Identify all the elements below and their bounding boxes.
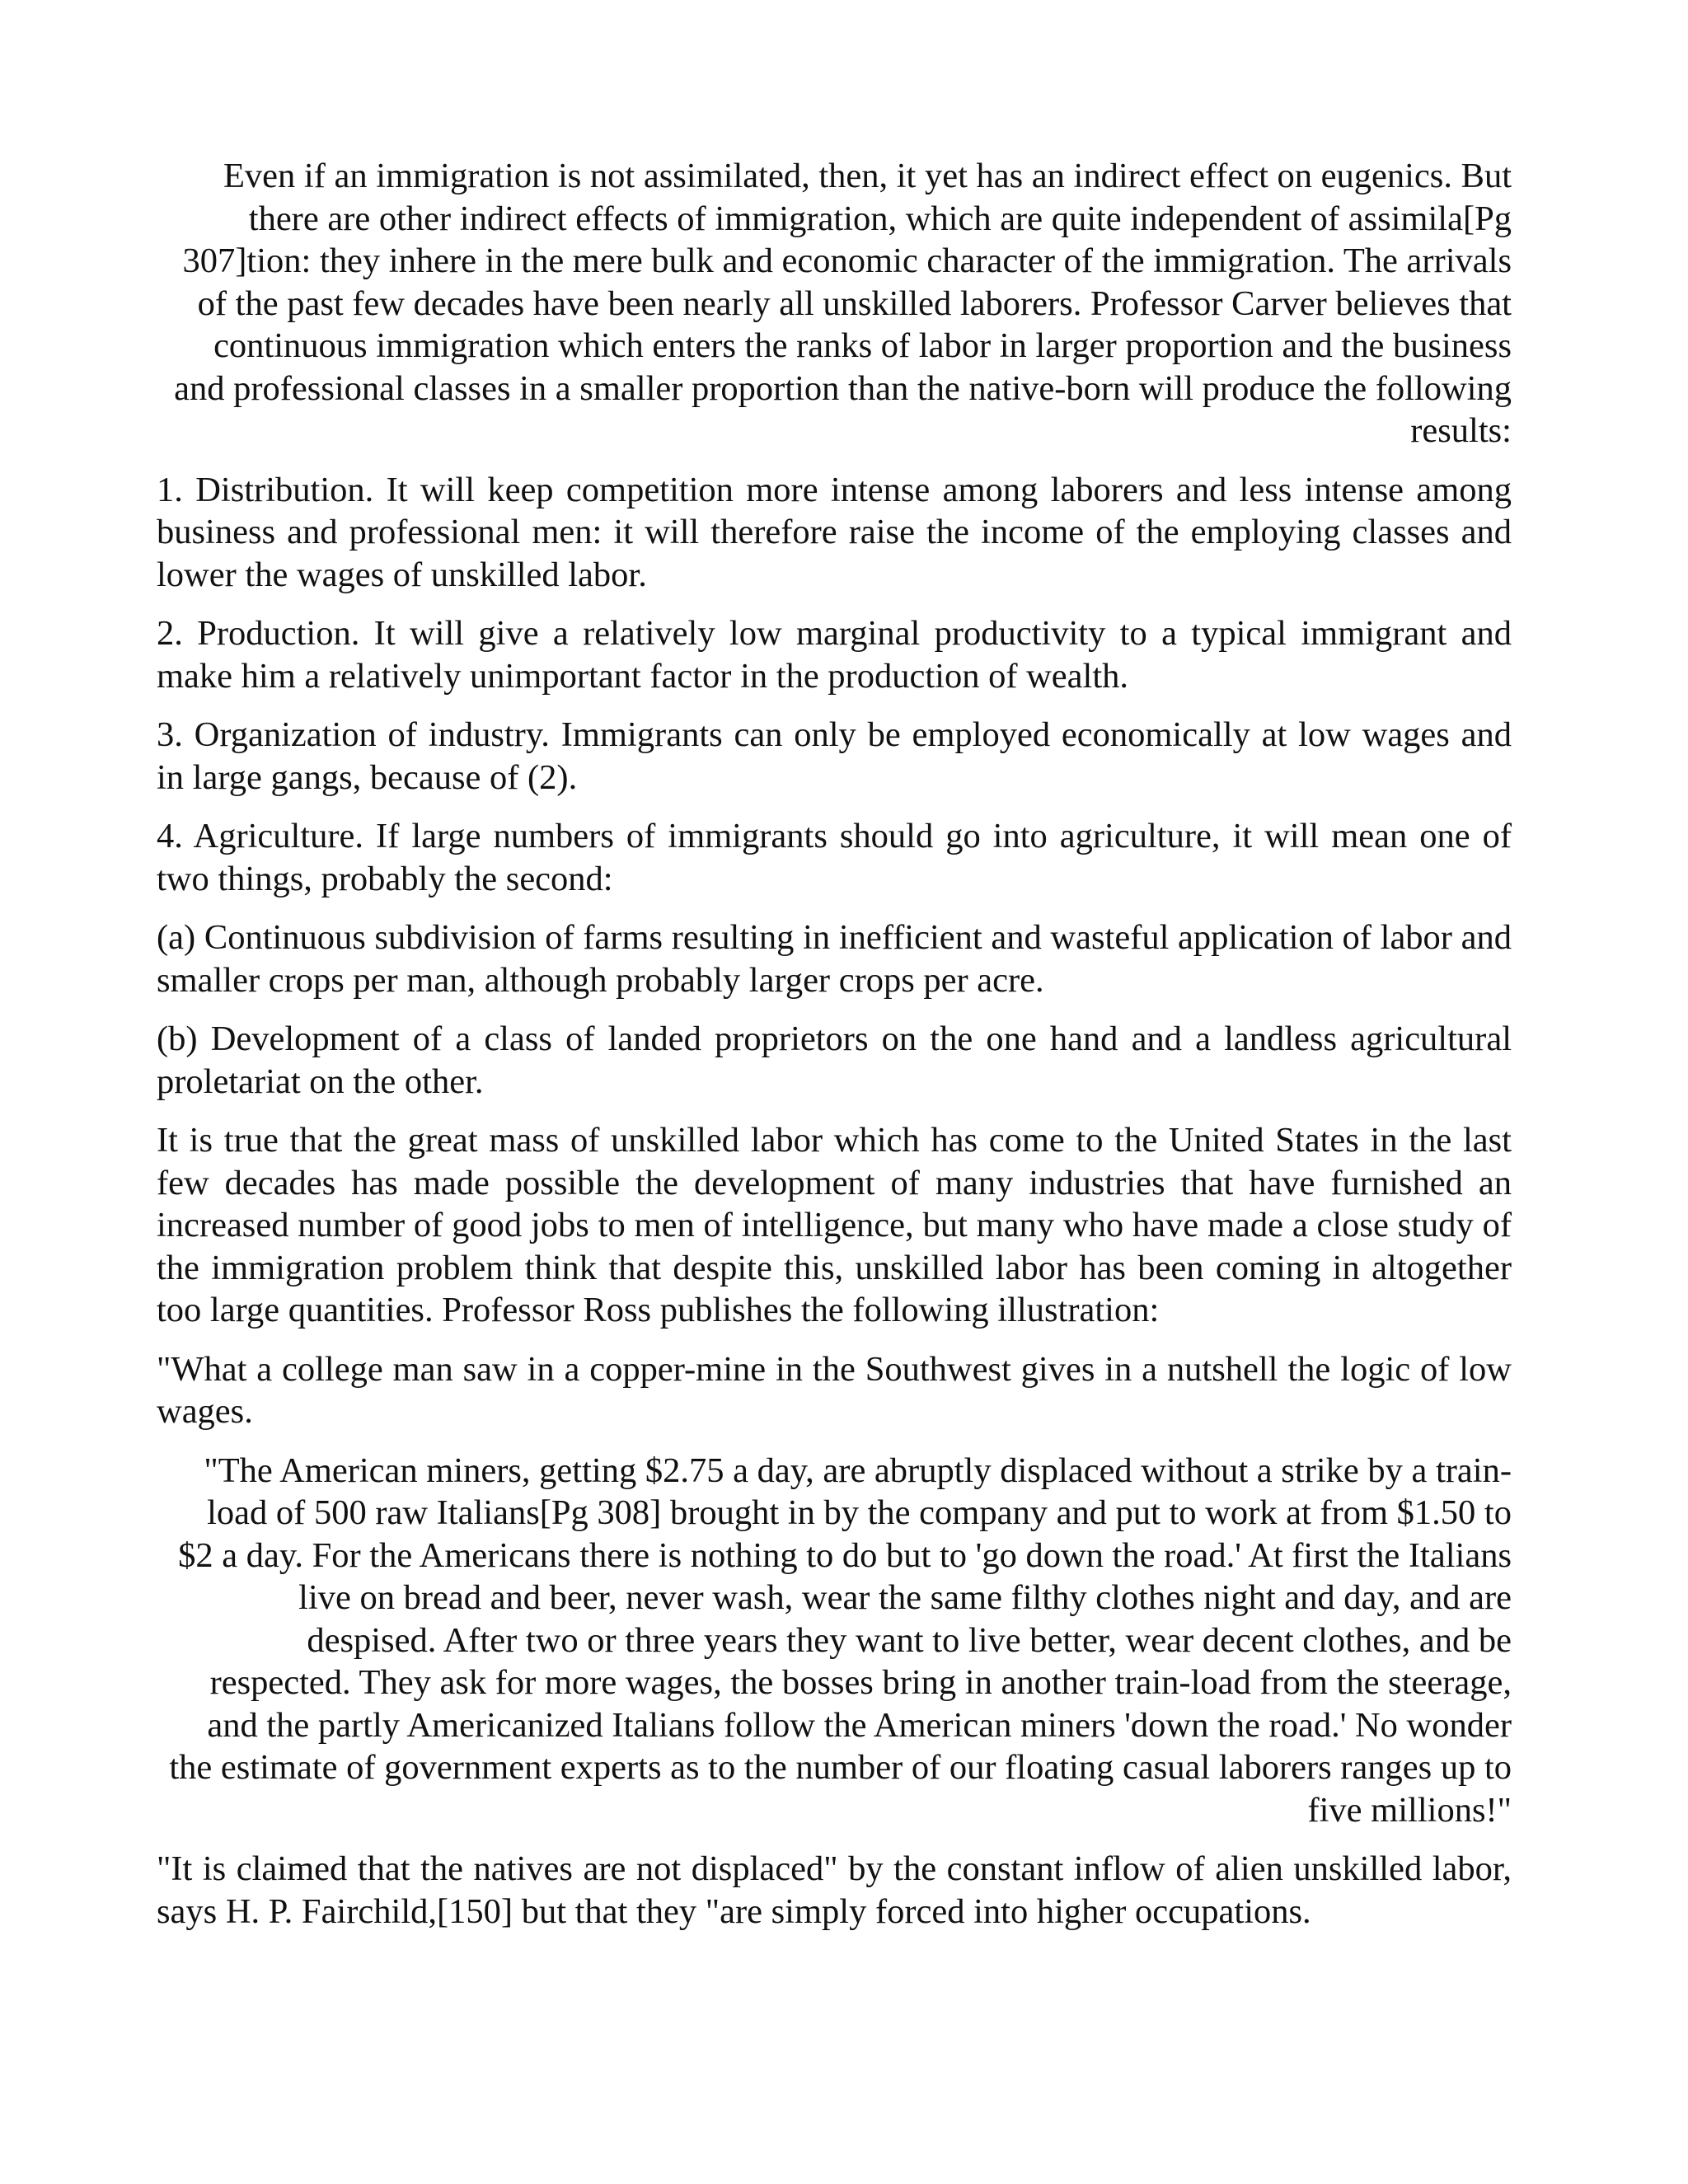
list-subitem-b: (b) Development of a class of landed proprietors on the one hand and a landless agricultural proletariat on the other.	[157, 1019, 1512, 1101]
quote-intro: "What a college man saw in a copper-mine in the Southwest gives in a nutshell the logic of low wages.	[157, 1349, 1512, 1431]
paragraph-text: but that they "are simply forced into higher occupations.	[513, 1891, 1311, 1931]
paragraph-text: "It is claimed that the natives are not displaced" by the constant inflow of alien unskilled labor, says H. P. Fairchild,	[157, 1849, 1512, 1931]
list-item-distribution: 1. Distribution. It will keep competition more intense among laborers and less intense among business and professional men: it will therefore raise the income of the employing classes and lower the wages of unskilled labor.	[157, 470, 1512, 594]
page-marker-307: [Pg 307]	[182, 199, 1512, 280]
text-body	[157, 155, 1512, 1949]
list-item-production: 2. Production. It will give a relatively low marginal productivity to a typical immigrant and make him a relatively unimportant factor in the production of wealth.	[157, 614, 1512, 696]
paragraph-text: tion: they inhere in the mere bulk and economic character of the immigration. The arrivals of the past few decades have been nearly all unskilled laborers. Professor Carver believes that continuous immigration which enters the ranks of labor in larger proportion and the business and professional classes in a smaller proportion than the native-born will produce the following results:	[174, 241, 1512, 450]
paragraph-text: Even if an immigration is not assimilated, then, it yet has an indirect effect on eugenics. But there are other indirect effects of immigration, which are quite independent of assimila	[223, 157, 1512, 238]
page-marker-308: [Pg 308]	[539, 1493, 662, 1532]
list-item-organization: 3. Organization of industry. Immigrants can only be employed economically at low wages and in large gangs, because of (2).	[157, 715, 1512, 797]
paragraph-fairchild	[157, 1848, 1512, 1933]
quote-body	[157, 1450, 1512, 1832]
paragraph-assimilation	[157, 155, 1512, 452]
list-subitem-a: (a) Continuous subdivision of farms resulting in inefficient and wasteful application of labor and smaller crops per man, although probably larger crops per acre.	[157, 918, 1512, 1000]
paragraph-unskilled-labor: It is true that the great mass of unskilled labor which has come to the United States in the last few decades has made possible the development of many industries that have furnished an increased number of good jobs to men of intelligence, but many who have made a close study of the immigration problem think that despite this, unskilled labor has been coming in altogether too large quantities. Professor Ross publishes the following illustration:	[157, 1121, 1512, 1329]
footnote-ref-150[interactable]: [150]	[437, 1891, 513, 1931]
list-item-agriculture: 4. Agriculture. If large numbers of immigrants should go into agriculture, it will mean one of two things, probably the second:	[157, 817, 1512, 898]
quote-text: "The American miners, getting $2.75 a day, are abruptly displaced without a strike by a train-load of 500 raw Italians	[204, 1451, 1512, 1532]
quote-text: brought in by the company and put to work at from $1.50 to $2 a day. For the Americans there is nothing to do but to 'go down the road.' At first the Italians live on bread and beer, never wash, wear the same filthy clothes night and day, and are despised. After two or three years they want to live better, wear decent clothes, and be respected. They ask for more wages, the bosses bring in another train-load from the steerage, and the partly Americanized Italians follow the American miners 'down the road.' No wonder the estimate of government experts as to the number of our floating casual laborers ranges up to five millions!"	[169, 1493, 1512, 1830]
